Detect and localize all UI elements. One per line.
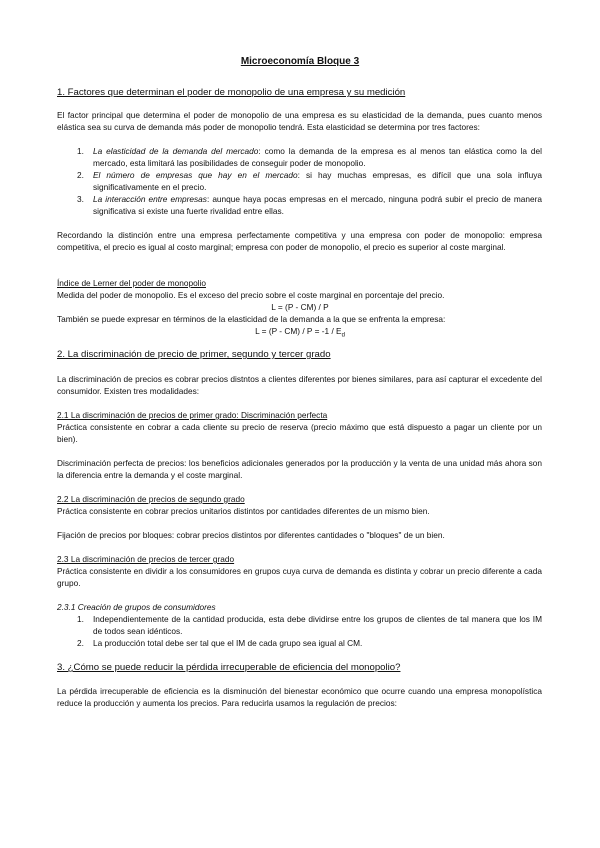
subsection-2-2-para-2: Fijación de precios por bloques: cobrar precios distintos por diferentes cantidades o "bloques" de un bien. [57,530,445,540]
s1-item-3-text: : aunque haya pocas empresas en el mercado, ninguna podrá subir el precio de manera significativa si existe una fuerte rivalidad entre ellas. [93,194,543,216]
lerner-formula-2-subscript: d [341,332,345,339]
s1-item-3 [93,193,542,217]
section-1-heading: 1. Factores que determinan el poder de monopolio de una empresa y su medición [57,87,406,98]
section-1-intro: El factor principal que determina el poder de monopolio de una empresa es su elasticidad de la demanda, pues cuanto menos elástica sea su curva de demanda más poder de monopolio tendrá. Esta elasticidad se determina por tres factores: [57,110,542,132]
s1-item-2-number: 2. [77,170,84,180]
lerner-heading: Índice de Lerner del poder de monopolio [57,278,206,288]
s1-item-3-lead: La interacción entre empresas [93,194,207,204]
lerner-alt-text: También se puede expresar en términos de la elasticidad de la demanda a la que se enfrenta la empresa: [57,314,446,324]
subsection-2-2-heading: 2.2 La discriminación de precios de segundo grado [57,494,245,504]
subsection-2-2-para-1: Práctica consistente en cobrar precios unitarios distintos por cantidades diferentes de un mismo bien. [57,506,430,516]
page-title: Microeconomía Bloque 3 [240,56,360,67]
subsection-2-1-para-1: Práctica consistente en cobrar a cada cliente su precio de reserva (precio máximo que está dispuesto a pagar un cliente por un bien). [57,422,542,444]
lerner-definition: Medida del poder de monopolio. Es el exceso del precio sobre el coste marginal en porcentaje del precio. [57,290,445,300]
s1-item-2-lead: El número de empresas que hay en el mercado [93,170,298,180]
s2-item-2-number: 2. [77,638,84,648]
lerner-formula-2 [0,325,600,342]
subsection-2-1-heading: 2.1 La discriminación de precios de primer grado: Discriminación perfecta [57,410,328,420]
section-3-para: La pérdida irrecuperable de eficiencia es la disminución del bienestar económico que ocurre cuando una empresa monopolística reduce la producción y aumenta los precios. Para reducirla usamos la regulación de precios: [57,686,542,708]
subsection-2-3-para: Práctica consistente en dividir a los consumidores en grupos cuya curva de demanda es distinta y cobrar un precio diferente a cada grupo. [57,566,542,588]
subsection-2-3-heading: 2.3 La discriminación de precios de tercer grado [57,554,235,564]
s2-item-1-number: 1. [77,614,84,624]
s2-item-2: La producción total debe ser tal que el IM de cada grupo sea igual al CM. [93,638,363,648]
section-2-heading: 2. La discriminación de precio de primer, segundo y tercer grado [57,349,331,360]
subsection-2-3-1-heading: 2.3.1 Creación de grupos de consumidores [57,602,216,612]
s1-item-1-number: 1. [77,146,84,156]
s1-item-3-number: 3. [77,194,84,204]
section-3-heading: 3. ¿Cómo se puede reducir la pérdida irrecuperable de eficiencia del monopolio? [57,662,401,673]
lerner-formula-1: L = (P - CM) / P [271,302,329,312]
s1-item-1-text: : como la demanda de la empresa es al menos tan elástica como la del mercado, esta limitará las posibilidades de conseguir poder de monopolio. [93,146,543,168]
s1-item-2 [93,169,542,193]
s2-item-1: Independientemente de la cantidad producida, esta debe dividirse entre los grupos de clientes de tal manera que los IM de todos sean idénticos. [93,614,542,636]
lerner-formula-2-text: L = (P - CM) / P = -1 / E [255,326,342,336]
s1-item-1-lead: La elasticidad de la demanda del mercado [93,146,259,156]
subsection-2-1-para-2: Discriminación perfecta de precios: los beneficios adicionales generados por la producción y la venta de una unidad más ahora son la diferencia entre la demanda y el coste marginal. [57,458,542,480]
s1-item-1 [93,145,542,169]
section-1-recap: Recordando la distinción entre una empresa perfectamente competitiva y una empresa con poder de monopolio: empresa competitiva, el precio es igual al costo marginal; empresa con poder de monopolio, el precio es superior al coste marginal. [57,230,542,252]
section-2-intro: La discriminación de precios es cobrar precios distntos a clientes diferentes por bienes similares, para así capturar el excedente del consumidor. Existen tres modalidades: [57,374,542,396]
s1-item-2-text: : si hay muchas empresas, es difícil que una sola influya significativamente en el precio. [93,170,542,192]
